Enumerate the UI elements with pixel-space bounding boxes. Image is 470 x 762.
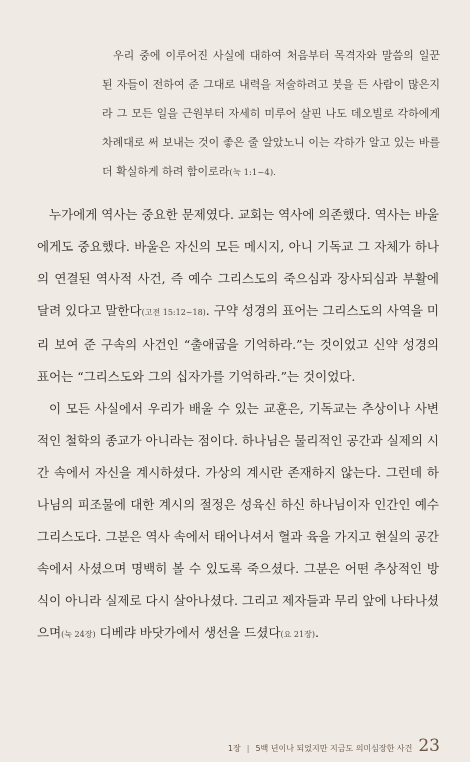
quote-text: 우리 중에 이루어진 사실에 대하여 처음부터 목격자와 말씀의 일꾼 된 자들이 전하여 준 그대로 내력을 저술하려고 붓을 든 사람이 많은지라 그 모든 일을 근원부터 자세히 미루어 살핀 나도 데오빌로 각하에게 차례대로 써 보내는 것이 좋은 줄 알았노니 이는 각하가 알고 있는 바를 더 확실하게 하려 함이로라 — [102, 49, 440, 178]
epigraph-quote — [102, 41, 440, 188]
paragraph-2-text-c: . — [314, 625, 319, 640]
quote-reference: (눅 1:1~4). — [229, 168, 276, 178]
footer-chapter: 1장 — [227, 744, 241, 753]
paragraph-2-ref-a: (눅 24장) — [61, 630, 96, 639]
paragraph-1 — [37, 199, 439, 393]
paragraph-2-text-b: 디베랴 바닷가에서 생선을 드셨다 — [95, 625, 281, 640]
paragraph-1-text-b: . 구약 성경의 표어는 그리스도의 사역을 미리 보여 준 구속의 사건인 “출애굽을 기억하라.”는 것이었고 신약 성경의 표어는 “그리스도와 그의 십자가를 기억하라.”는 것이었다. — [37, 303, 439, 384]
page-number: 23 — [418, 736, 440, 756]
paragraph-2 — [37, 393, 439, 651]
paragraph-1-text-a: 누가에게 역사는 중요한 문제였다. 교회는 역사에 의존했다. 역사는 바울에게도 중요했다. 바울은 자신의 모든 메시지, 아니 기독교 그 자체가 하나의 연결된 역사적 사건, 즉 예수 그리스도의 죽으심과 장사되심과 부활에 달려 있다고 말한다 — [37, 207, 439, 318]
running-footer — [0, 736, 440, 762]
paragraph-1-ref-a: (고전 15:12~18) — [141, 308, 206, 317]
footer-title: 5백 년이나 되었지만 지금도 의미심장한 사건 — [255, 744, 413, 753]
paragraph-2-ref-b: (요 21장) — [280, 630, 315, 639]
paragraph-2-text-a: 이 모든 사실에서 우리가 배울 수 있는 교훈은, 기독교는 추상이나 사변적인 철학의 종교가 아니라는 점이다. 하나님은 물리적인 공간과 실제의 시간 속에서 자신을 계시하셨다. 가상의 계시란 존재하지 않는다. 그런데 하나님의 피조물에 대한 계시의 절정은 성육신 하신 하나님이자 인간인 예수 그리스도다. 그분은 역사 속에서 태어나셔서 혈과 육을 가지고 현실의 공간 속에서 사셨으며 명백히 볼 수 있도록 죽으셨다. 그분은 어떤 추상적인 방식이 아니라 실제로 다시 살아나셨다. 그리고 제자들과 무리 앞에 나타나셨으며 — [37, 401, 439, 640]
footer-separator: | — [246, 744, 250, 753]
body-text — [37, 199, 439, 651]
